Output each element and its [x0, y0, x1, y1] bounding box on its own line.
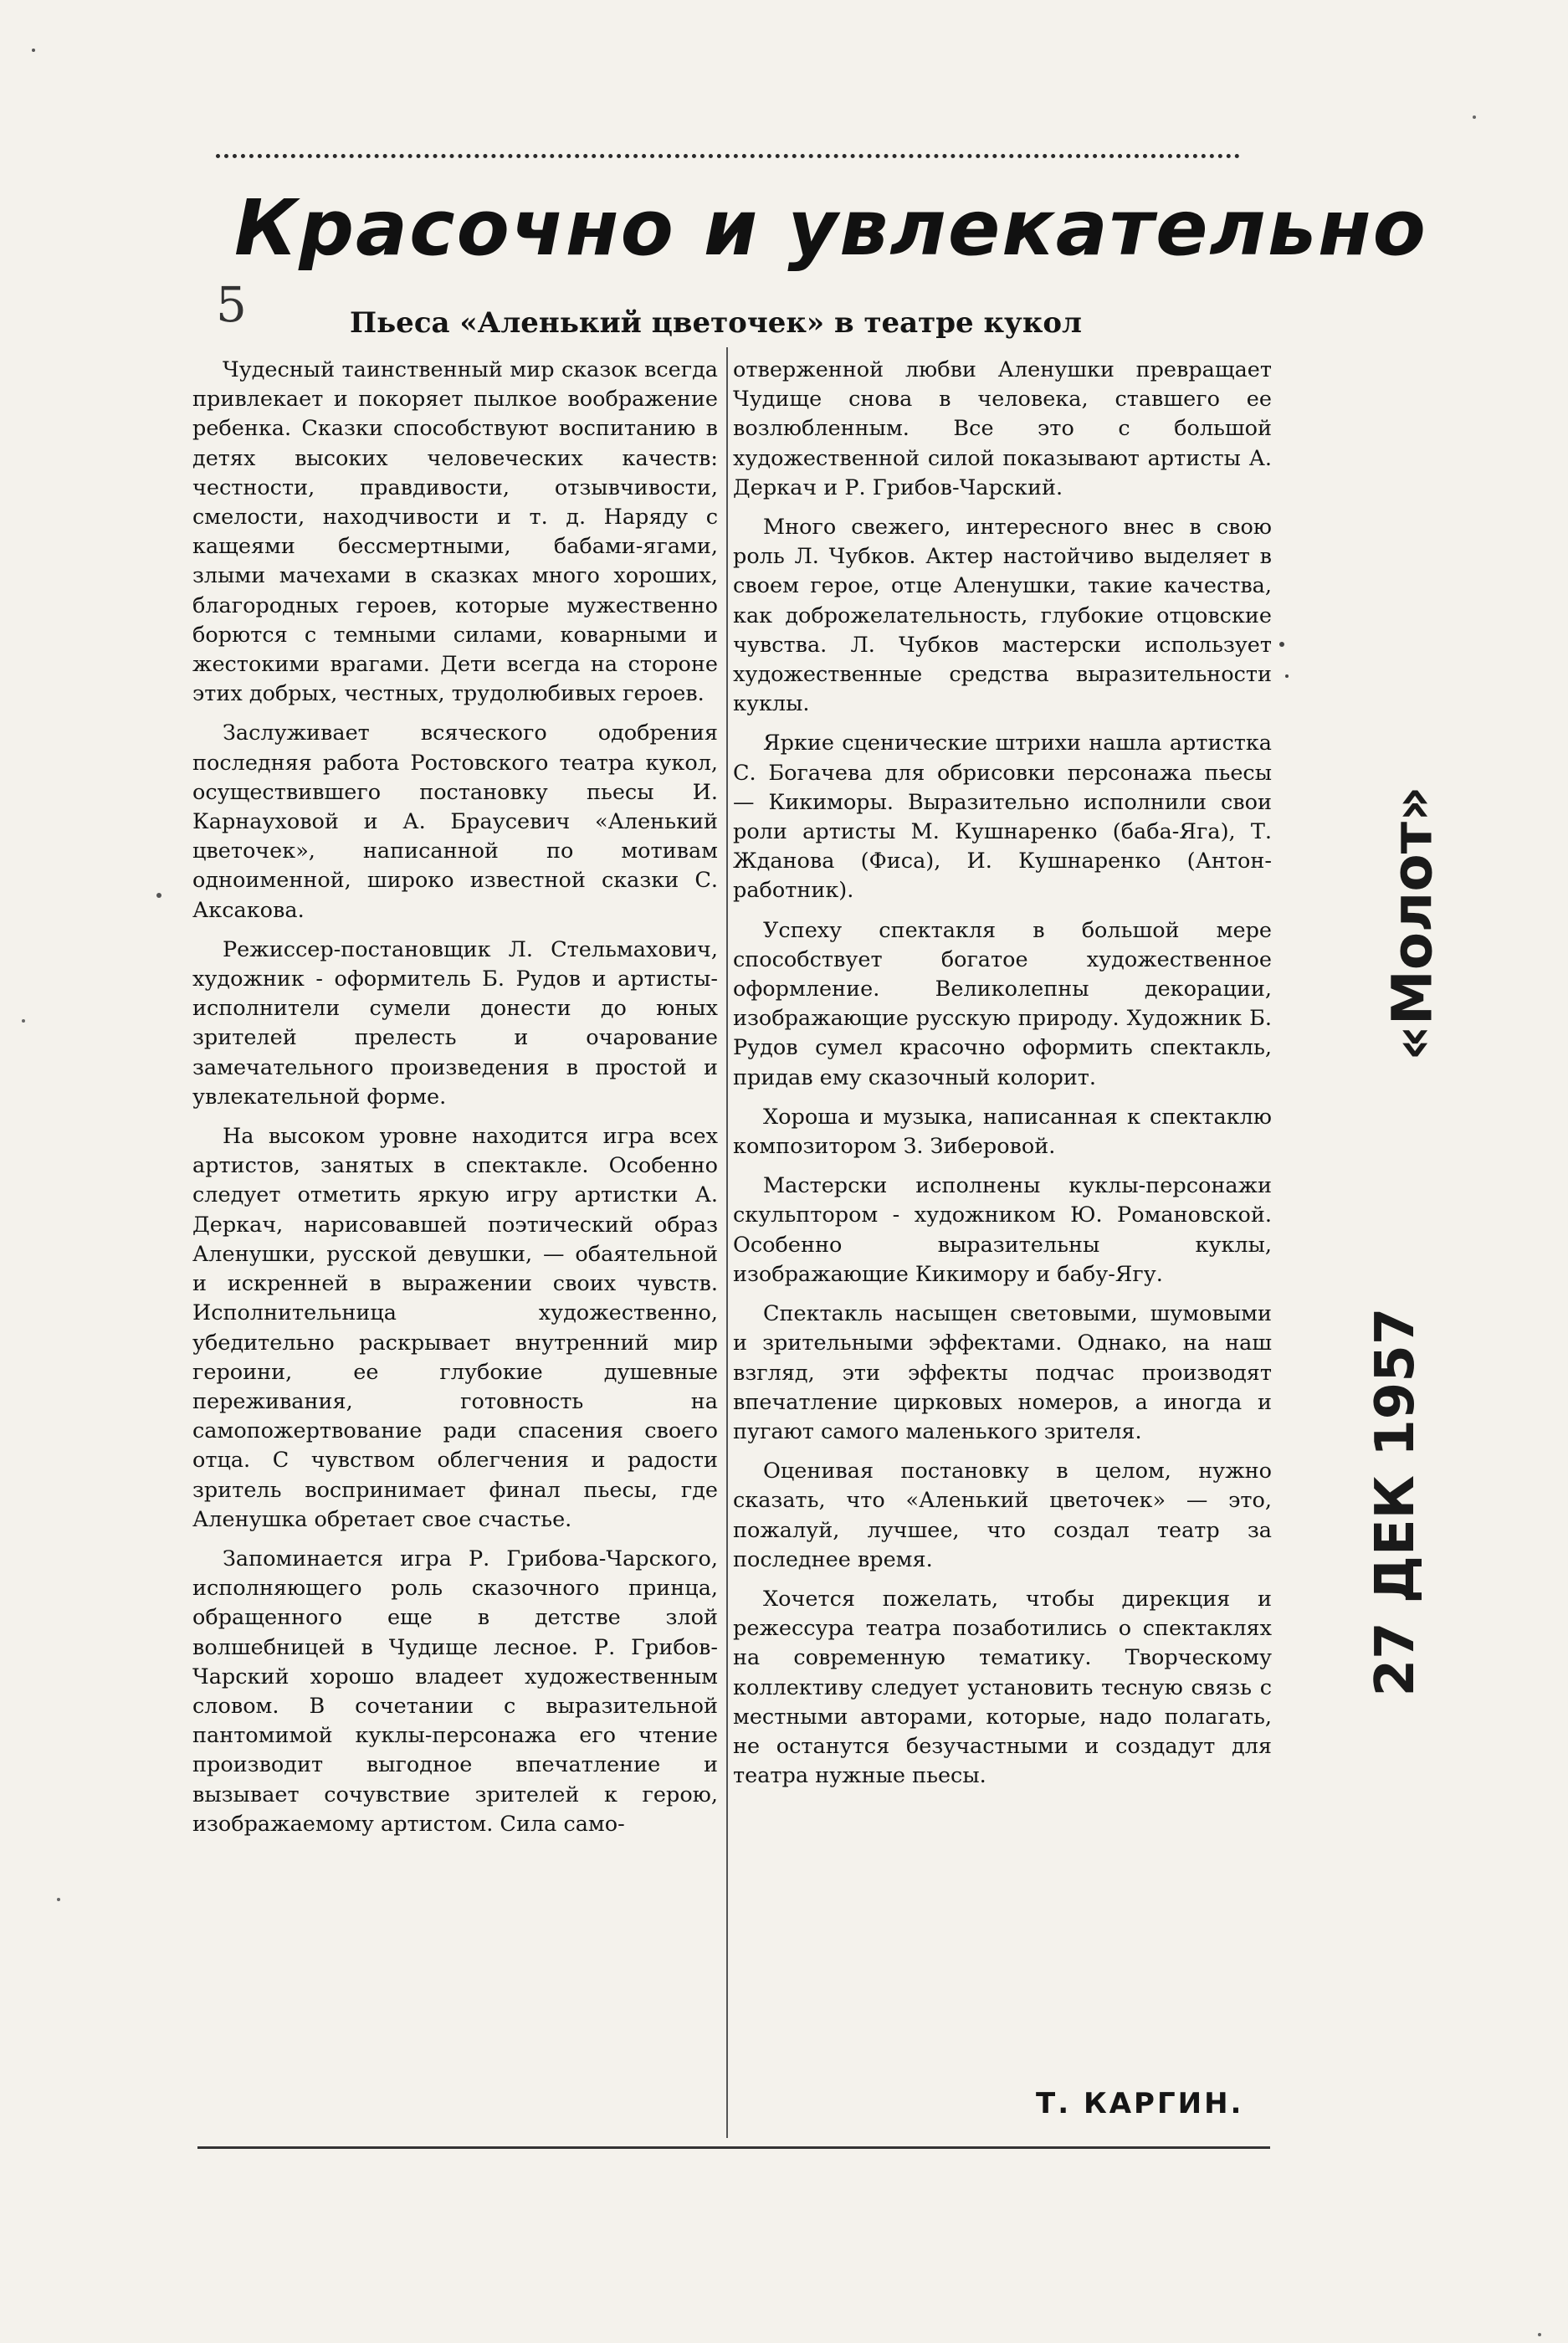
- paragraph: Успеху спектакля в большой мере способствует богатое художественное оформление. Великолепны декорации, изображающие русскую природу. Художник Б. Рудов сумел красочно оформить спектакль, придав ему сказочный колорит.: [733, 917, 1272, 1090]
- handwritten-mark: 5: [216, 276, 247, 333]
- article-headline: Красочно и увлекательно: [234, 183, 1427, 273]
- paragraph: Заслуживает всяческого одобрения последняя работа Ростовского театра кукол, осуществившего постановку пьесы И. Карнауховой и А. Браусевич «Аленький цветочек», написанной по мотивам одноименной, широко известной сказки С. Аксакова.: [192, 720, 718, 923]
- author-signature: Т. КАРГИН.: [1036, 2087, 1244, 2120]
- paragraph: На высоком уровне находится игра всех артистов, занятых в спектакле. Особенно следует отметить яркую игру артистки А. Деркач, нарисовавшей поэтический образ Аленушки, русской девушки, — обаятельной и искренней в выражении своих чувств. Исполнительница художественно, убедительно раскрывает внутренний мир героини, ее глубокие душевные переживания, готовность на самопожертвование ради спасения своего отца. С чувством облегчения и радости зритель воспринимает финал пьесы, где Аленушка обретает свое счастье.: [192, 1124, 718, 1532]
- paragraph: Спектакль насыщен световыми, шумовыми и зрительными эффектами. Однако, на наш взгляд, эти эффекты подчас производят впечатление цирковых номеров, а иногда и пугают самого маленького зрителя.: [733, 1301, 1272, 1444]
- paragraph: Режиссер-постановщик Л. Стельмахович, художник - оформитель Б. Рудов и артисты-исполнители сумели донести до юных зрителей прелесть и очарование замечательного произведения в простой и увлекательной форме.: [192, 936, 718, 1110]
- paragraph: Хочется пожелать, чтобы дирекция и режессура театра позаботились о спектаклях на современную тематику. Творческому коллективу следует установить тесную связь с местными авторами, которые, надо полагать, не останутся безучастными и создадут для театра нужные пьесы.: [733, 1586, 1272, 1789]
- column-divider: [726, 347, 728, 2138]
- paragraph: Много свежего, интересного внес в свою роль Л. Чубков. Актер настойчиво выделяет в своем герое, отце Аленушки, такие качества, как доброжелательность, глубокие отцовские чувства. Л. Чубков мастерски использует художественные средства выразительности куклы.: [733, 515, 1272, 717]
- bottom-rule: [197, 2146, 1270, 2149]
- top-dotted-rule: [216, 154, 1240, 158]
- paragraph: Запоминается игра Р. Грибова-Чарского, исполняющего роль сказочного принца, обращенного еще в детстве злой волшебницей в Чудище лесное. Р. Грибов-Чарский хорошо владеет художественным словом. В сочетании с выразительной пантомимой куклы-персонажа его чтение производит выгодное впечатление и вызывает сочувствие зрителей к герою, изображаемому артистом. Сила само-: [192, 1546, 718, 1837]
- left-column: [192, 356, 718, 1849]
- newspaper-name-stamp: «Молот»: [1380, 786, 1445, 1061]
- paragraph: Мастерски исполнены куклы-персонажи скульптором - художником Ю. Романовской. Особенно выразительны куклы, изображающие Кикимору и бабу-Ягу.: [733, 1173, 1272, 1287]
- right-column: [733, 356, 1272, 1801]
- paragraph: Чудесный таинственный мир сказок всегда привлекает и покоряет пылкое воображение ребенка. Сказки способствуют воспитанию в детях высоких человеческих качеств: честности, правдивости, отзывчивости, смелости, находчивости и т. д. Наряду с кащеями бессмертными, бабами-ягами, злыми мачехами в сказках много хороших, благородных героев, которые мужественно борются с темными силами, коварными и жестокими врагами. Дети всегда на стороне этих добрых, честных, трудолюбивых героев.: [192, 357, 718, 707]
- date-stamp: 27 ДЕК 1957: [1365, 1307, 1427, 1697]
- article-subheadline: Пьеса «Аленький цветочек» в театре кукол: [350, 306, 1083, 340]
- paragraph: Хороша и музыка, написанная к спектаклю композитором З. Зиберовой.: [733, 1104, 1272, 1160]
- paragraph: Яркие сценические штрихи нашла артистка С. Богачева для обрисовки персонажа пьесы — Кикиморы. Выразительно исполнили свои роли артисты М. Кушнаренко (баба-Яга), Т. Жданова (Фиса), И. Кушнаренко (Антон-работник).: [733, 731, 1272, 904]
- paragraph: отверженной любви Аленушки превращает Чудище снова в человека, ставшего ее возлюбленным. Все это с большой художественной силой показывают артисты А. Деркач и Р. Грибов-Чарский.: [733, 357, 1272, 500]
- paragraph: Оценивая постановку в целом, нужно сказать, что «Аленький цветочек» — это, пожалуй, лучшее, что создал театр за последнее время.: [733, 1459, 1272, 1572]
